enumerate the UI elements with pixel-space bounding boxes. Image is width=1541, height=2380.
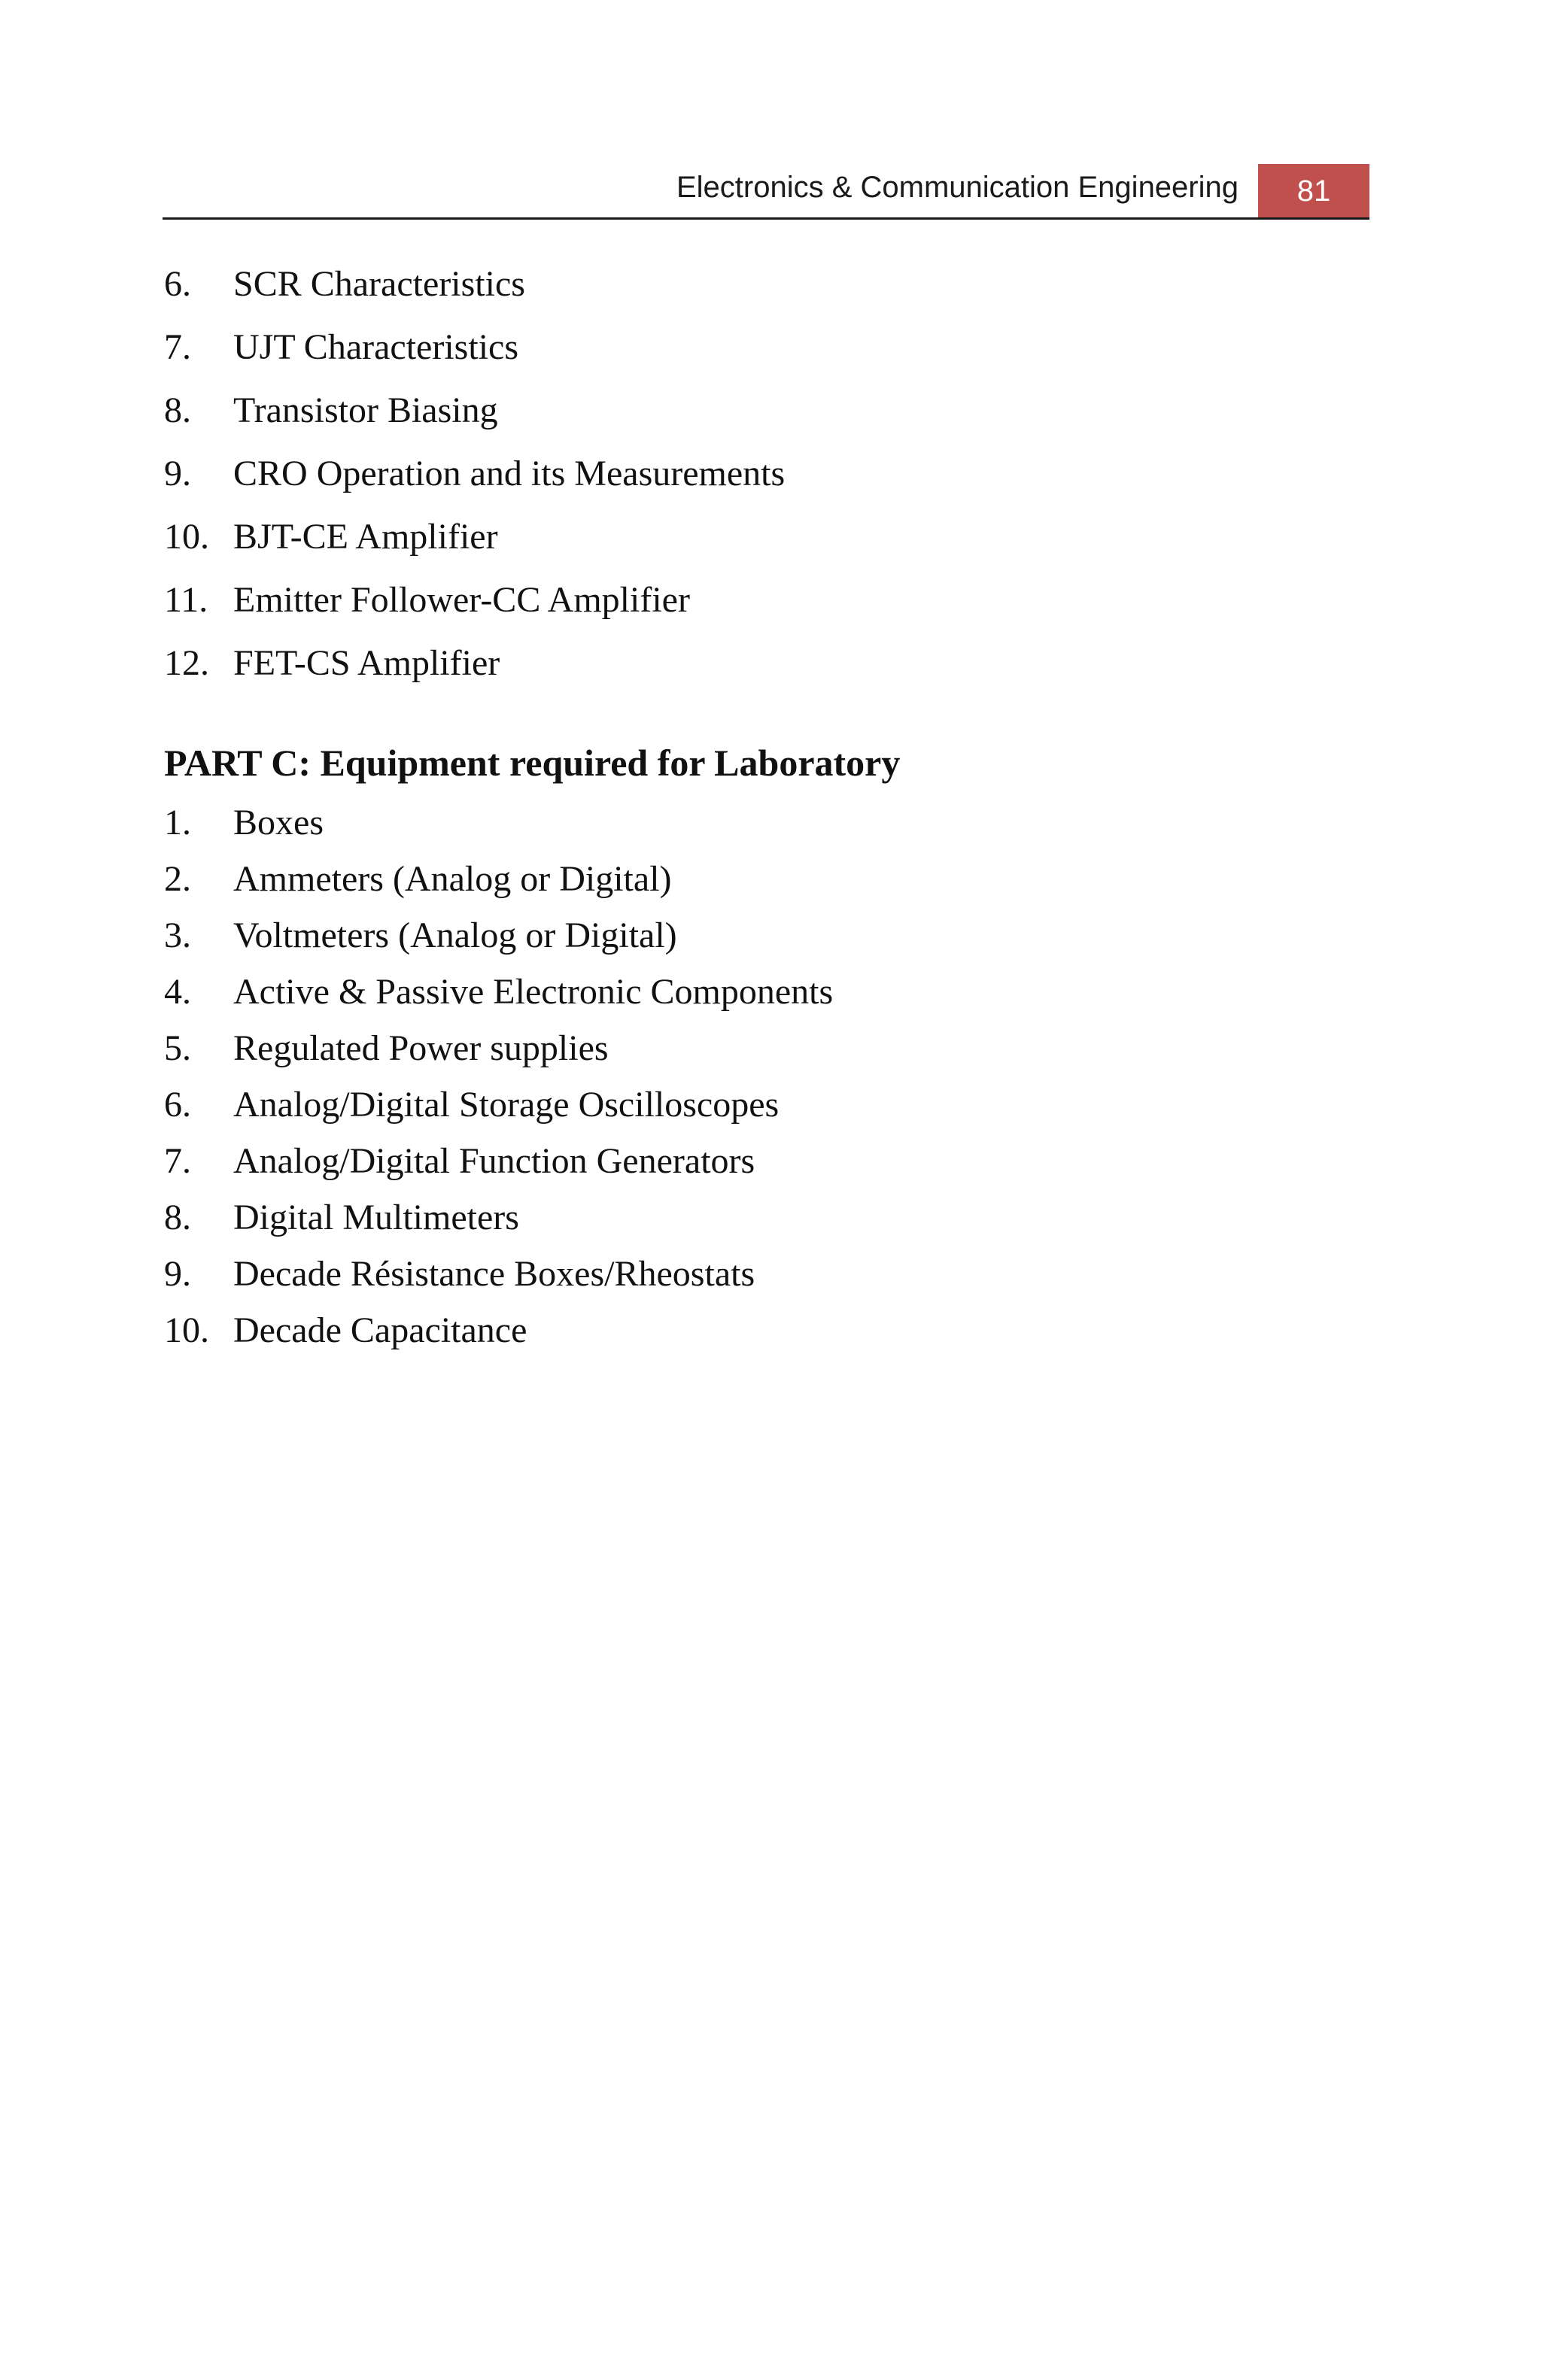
item-text: Boxes [233, 803, 324, 842]
item-number: 4. [164, 972, 191, 1012]
item-text: Active & Passive Electronic Components [233, 972, 834, 1012]
item-number: 2. [164, 859, 191, 899]
item-text: CRO Operation and its Measurements [233, 454, 786, 493]
item-number: 9. [164, 1254, 191, 1294]
list-item [164, 512, 785, 575]
item-text: Analog/Digital Storage Oscilloscopes [233, 1085, 780, 1125]
list-item [164, 1249, 833, 1305]
item-text: Analog/Digital Function Generators [233, 1141, 755, 1181]
item-number: 8. [164, 390, 191, 430]
list-item [164, 1136, 833, 1192]
item-number: 7. [164, 1141, 191, 1181]
section-heading-part-c: PART C: Equipment required for Laboratory [164, 742, 901, 784]
item-number: 5. [164, 1028, 191, 1068]
item-number: 8. [164, 1198, 191, 1237]
header-rule [163, 217, 1369, 220]
item-number: 12. [164, 643, 209, 683]
item-text: SCR Characteristics [233, 264, 525, 304]
list-item [164, 322, 785, 385]
list-item [164, 967, 833, 1023]
list-item [164, 259, 785, 322]
item-text: Regulated Power supplies [233, 1028, 609, 1068]
item-text: BJT-CE Amplifier [233, 517, 498, 557]
list-item [164, 797, 833, 854]
list-item [164, 385, 785, 448]
experiment-list [164, 259, 785, 701]
list-item [164, 910, 833, 967]
item-text: Emitter Follower-CC Amplifier [233, 580, 690, 620]
list-item [164, 1192, 833, 1249]
item-text: Ammeters (Analog or Digital) [233, 859, 672, 899]
item-number: 6. [164, 1085, 191, 1125]
list-item [164, 1023, 833, 1079]
list-item [164, 1305, 833, 1362]
item-text: Decade Résistance Boxes/Rheostats [233, 1254, 755, 1294]
list-item [164, 638, 785, 701]
item-text: UJT Characteristics [233, 327, 519, 367]
list-item [164, 854, 833, 910]
item-number: 10. [164, 1310, 209, 1350]
item-number: 1. [164, 803, 191, 842]
item-text: Decade Capacitance [233, 1310, 527, 1350]
list-item [164, 1079, 833, 1136]
item-text: FET-CS Amplifier [233, 643, 500, 683]
item-number: 3. [164, 915, 191, 955]
list-item [164, 575, 785, 638]
item-text: Digital Multimeters [233, 1198, 519, 1237]
equipment-list [164, 797, 833, 1362]
item-number: 11. [164, 580, 208, 620]
item-number: 9. [164, 454, 191, 493]
item-number: 10. [164, 517, 209, 557]
item-text: Voltmeters (Analog or Digital) [233, 915, 677, 955]
list-item [164, 448, 785, 512]
header-title: Electronics & Communication Engineering [676, 171, 1239, 204]
running-header [163, 162, 1369, 220]
item-number: 6. [164, 264, 191, 304]
item-text: Transistor Biasing [233, 390, 498, 430]
item-number: 7. [164, 327, 191, 367]
page-number-badge: 81 [1258, 164, 1369, 218]
